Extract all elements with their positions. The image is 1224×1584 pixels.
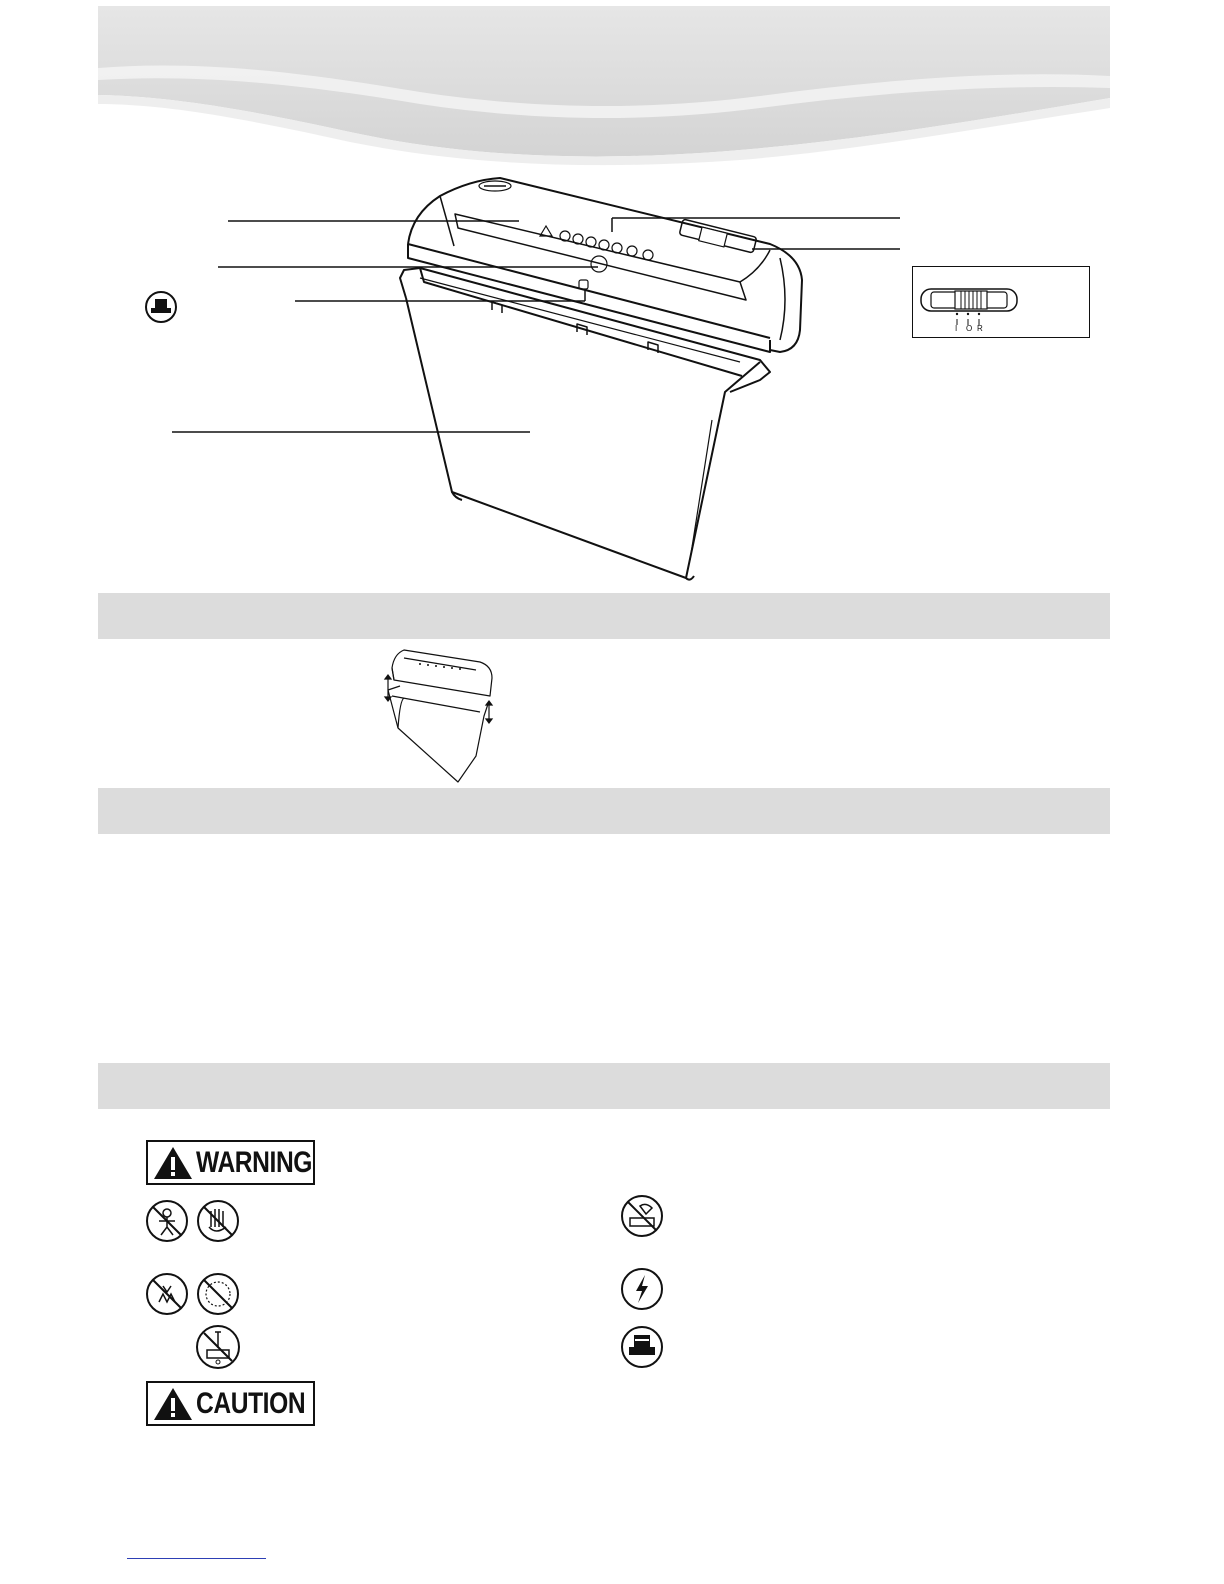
footer-link-underline[interactable]	[127, 1558, 266, 1559]
section-bar-3	[98, 1063, 1110, 1109]
switch-drawing	[913, 267, 1089, 337]
no-aerosol-icon	[195, 1324, 241, 1370]
auto-start-icon	[144, 290, 178, 324]
shredder-head-removal-drawing	[380, 644, 500, 786]
warning-badge	[146, 1140, 315, 1185]
electric-shock-icon	[620, 1267, 664, 1311]
switch-pos-off: O	[966, 324, 973, 333]
section-bar-2	[98, 788, 1110, 834]
auto-start-warning-icon	[620, 1325, 664, 1369]
warning-label: WARNING	[196, 1145, 313, 1179]
section-bar-1	[98, 593, 1110, 639]
paper-shredder-illustration	[130, 170, 910, 585]
switch-inset	[912, 266, 1090, 338]
switch-pos-reverse: R	[977, 324, 983, 333]
no-hair-icon	[196, 1272, 240, 1316]
caution-triangle-icon	[152, 1386, 194, 1422]
warning-triangle-icon	[152, 1145, 194, 1181]
caution-label: CAUTION	[196, 1386, 306, 1420]
header-banner	[0, 0, 1224, 170]
no-hands-icon	[196, 1199, 240, 1243]
keep-away-children-icon	[145, 1199, 189, 1243]
no-loose-clothing-icon	[145, 1272, 189, 1316]
no-oil-icon	[620, 1194, 664, 1238]
caution-badge	[146, 1381, 315, 1426]
switch-pos-on: I	[955, 324, 958, 333]
brand-logo-mark	[479, 181, 511, 191]
